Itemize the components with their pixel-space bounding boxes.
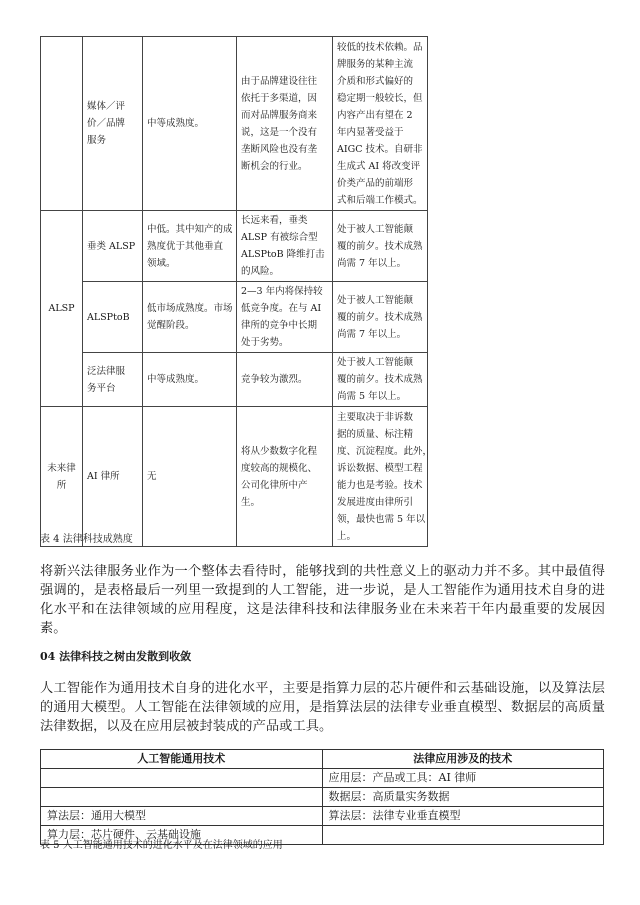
table-cell-ai-dependency: 处于被人工智能颠 覆的前夕。技术成熟 尚需 5 年以上。 xyxy=(333,353,428,407)
table-cell-subcategory: ALSPtoB xyxy=(83,282,143,353)
table-row xyxy=(41,788,604,807)
table-cell: 算法层：通用大模型 xyxy=(41,807,323,826)
table-cell: 算法层：法律专业垂直模型 xyxy=(322,807,604,826)
table-5-caption: 表 5 人工智能通用技术的进化水平及在法律领域的应用 xyxy=(40,840,283,851)
table-row xyxy=(41,37,428,211)
table-cell-competition: 长远来看，垂类 ALSP 有被综合型 ALSPtoB 降维打击 的风险。 xyxy=(237,211,333,282)
table-cell: 算力层：芯片硬件、云基础设施 xyxy=(41,826,323,845)
table-cell-subcategory: AI 律所 xyxy=(83,407,143,547)
table-cell-subcategory: 垂类 ALSP xyxy=(83,211,143,282)
body-paragraph-1: 将新兴法律服务业作为一个整体去看待时，能够找到的共性意义上的驱动力并不多。其中最值得强调的，是表格最后一列里一致提到的人工智能，进一步说，是人工智能作为通用技术自身的进化水平和在法律领域的应用程度，这是法律科技和法律服务业在未来若干年内最重要的发展因素。 xyxy=(40,564,605,636)
table-cell-maturity: 中低。其中知产的成 熟度优于其他垂直 领域。 xyxy=(143,211,237,282)
table-cell-competition: 2—3 年内将保持较 低竞争度。在与 AI 律所的竞争中长期 处于劣势。 xyxy=(237,282,333,353)
table-header-general-ai: 人工智能通用技术 xyxy=(41,750,323,769)
table-cell-maturity: 中等成熟度。 xyxy=(143,353,237,407)
table-cell-category xyxy=(41,37,83,211)
section-heading: 04 法律科技之树由发散到收敛 xyxy=(40,650,192,663)
table-cell-ai-dependency: 处于被人工智能颠 覆的前夕。技术成熟 尚需 7 年以上。 xyxy=(333,282,428,353)
table-cell: 数据层：高质量实务数据 xyxy=(322,788,604,807)
table-cell-category: ALSP xyxy=(41,211,83,407)
table-cell-maturity: 无 xyxy=(143,407,237,547)
table-cell-ai-dependency: 较低的技术依赖。品 牌服务的某种主流 介质和形式偏好的 稳定期一般较长，但 内容产出有望在 2 年内显著受益于 AIGC 技术。自研非 生成式 AI 将改变评 价类产品的前端形 式和后端工作模式。 xyxy=(333,37,428,211)
table-row xyxy=(41,282,428,353)
table-cell: 应用层：产品或工具：AI 律师 xyxy=(322,769,604,788)
table-4-caption: 表 4 法律科技成熟度 xyxy=(40,534,133,545)
table-cell xyxy=(41,769,323,788)
table-cell-ai-dependency: 处于被人工智能颠 覆的前夕。技术成熟 尚需 7 年以上。 xyxy=(333,211,428,282)
table-row xyxy=(41,353,428,407)
table-cell-subcategory: 泛法律服 务平台 xyxy=(83,353,143,407)
table-row xyxy=(41,407,428,547)
table-cell xyxy=(322,826,604,845)
table-cell-maturity: 低市场成熟度。市场 觉醒阶段。 xyxy=(143,282,237,353)
table-cell-category: 未来律 所 xyxy=(41,407,83,547)
table-cell-subcategory: 媒体／评 价／品牌 服务 xyxy=(83,37,143,211)
table-row xyxy=(41,769,604,788)
table-header-row xyxy=(41,750,604,769)
table-header-legal-ai: 法律应用涉及的技术 xyxy=(322,750,604,769)
table-5-ai-tech xyxy=(40,749,604,845)
table-cell-competition: 竞争较为激烈。 xyxy=(237,353,333,407)
body-paragraph-2: 人工智能作为通用技术自身的进化水平，主要是指算力层的芯片硬件和云基础设施，以及算法层的通用大模型。人工智能在法律领域的应用，是指算法层的法律专业垂直模型、数据层的高质量法律数据，以及在应用层被封装成的产品或工具。 xyxy=(40,681,605,734)
table-cell-competition: 将从少数数字化程 度较高的规模化、 公司化律所中产 生。 xyxy=(237,407,333,547)
table-cell-maturity: 中等成熟度。 xyxy=(143,37,237,211)
table-row xyxy=(41,807,604,826)
table-cell-ai-dependency: 主要取决于非诉数 据的质量、标注精 度、沉淀程度。此外， 诉讼数据、模型工程 能力也是考验。技术 发展进度由律所引 领，最快也需 5 年以 上。 xyxy=(333,407,428,547)
table-cell xyxy=(41,788,323,807)
table-row xyxy=(41,211,428,282)
table-4-maturity xyxy=(40,36,433,547)
table-cell-competition: 由于品牌建设往往 依托于多渠道，因 而对品牌服务商来 说，这是一个没有 垄断风险也没有垄 断机会的行业。 xyxy=(237,37,333,211)
